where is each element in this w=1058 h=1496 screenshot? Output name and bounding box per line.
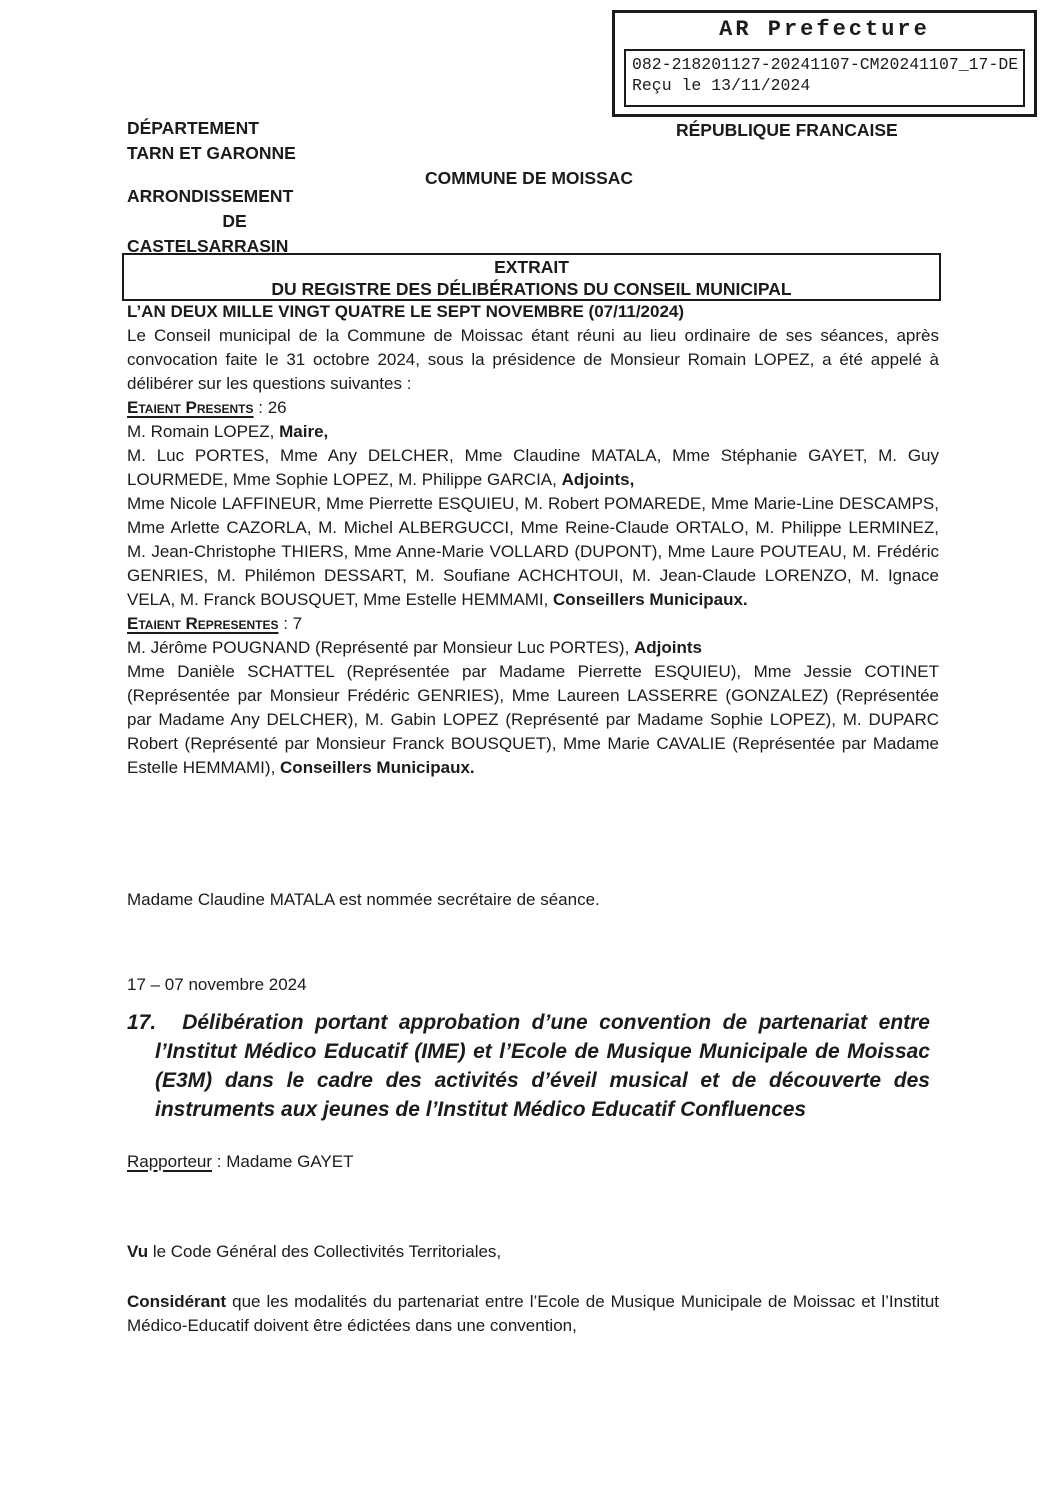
arrondissement-line2: DE [222, 211, 247, 231]
adjoints-paragraph [127, 444, 939, 492]
department-block [127, 116, 296, 166]
extract-subtitle: DU REGISTRE DES DÉLIBÉRATIONS DU CONSEIL MUNICIPAL [271, 279, 792, 299]
representes-label: Etaient Representes [127, 614, 279, 633]
rapporteur-label: Rapporteur [127, 1152, 213, 1171]
republique-title: RÉPUBLIQUE FRANCAISE [676, 120, 898, 140]
stamp-title: AR Prefecture [719, 17, 930, 42]
adjoints-names: M. Luc PORTES, Mme Any DELCHER, Mme Claudine MATALA, Mme Stéphanie GAYET, M. Guy LOURMEDE, Mme Sophie LOPEZ, M. Philippe GARCIA, [127, 446, 939, 489]
pougnand-names: M. Jérôme POUGNAND (Représenté par Monsieur Luc PORTES), [127, 638, 635, 657]
session-intro: Le Conseil municipal de la Commune de Moissac étant réuni au lieu ordinaire de ses séances, après convocation faite le 31 octobre 2024, sous la présidence de Monsieur Romain LOPEZ, a été appelé à délibérer sur les questions suivantes : [127, 326, 939, 393]
pougnand-role: Adjoints [634, 638, 703, 657]
stamp-reference: 082-218201127-20241107-CM20241107_17-DE [632, 55, 1019, 74]
session-date-line: L’AN DEUX MILLE VINGT QUATRE LE SEPT NOVEMBRE (07/11/2024) [127, 302, 685, 321]
maire-line [127, 420, 939, 444]
extract-title: EXTRAIT [494, 257, 569, 277]
considerant-lead: Considérant [127, 1292, 227, 1311]
arrondissement-line3: CASTELSARRASIN [127, 236, 289, 256]
considerant-paragraph [127, 1290, 939, 1338]
extract-box [122, 253, 941, 301]
deliberation-reference: 17 – 07 novembre 2024 [127, 975, 307, 994]
secretary-line: Madame Claudine MATALA est nommée secrétaire de séance. [127, 890, 600, 909]
deliberation-number: 17. [127, 1011, 157, 1034]
vu-paragraph [127, 1240, 939, 1264]
rapporteur-line [127, 1152, 353, 1172]
rapporteur-value: : Madame GAYET [212, 1152, 354, 1171]
representes-paragraph [127, 660, 939, 780]
considerant-text: que les modalités du partenariat entre l’Ecole de Musique Municipale de Moissac et l’Institut Médico-Educatif doivent être édictées dans une convention, [127, 1292, 939, 1335]
representes-role: Conseillers Municipaux. [280, 758, 475, 777]
presents-label: Etaient Presents [127, 398, 254, 417]
stamp-inner-box [624, 49, 1025, 107]
commune-title: COMMUNE DE MOISSAC [424, 168, 634, 188]
conseillers-role: Conseillers Municipaux. [553, 590, 748, 609]
session-body [127, 300, 939, 780]
maire-role: Maire, [279, 422, 329, 441]
conseillers-names: Mme Nicole LAFFINEUR, Mme Pierrette ESQUIEU, M. Robert POMAREDE, Mme Marie-Line DESCAMPS, Mme Arlette CAZORLA, M. Michel ALBERGUCCI, Mme Reine-Claude ORTALO, M. Philippe LERMINEZ, M. Jean-Christophe THIERS, Mme Anne-Marie VOLLARD (DUPONT), Mme Laure POUTEAU, M. Frédéric GENRIES, M. Philémon DESSART, M. Soufiane ACHCHTOUI, M. Jean-Claude LORENZO, M. Ignace VELA, M. Franck BOUSQUET, Mme Estelle HEMMAMI, [127, 494, 939, 609]
deliberation-title [127, 1008, 930, 1124]
arrondissement-block [127, 184, 342, 259]
adjoints-role: Adjoints, [561, 470, 635, 489]
vu-text: le Code Général des Collectivités Territoriales, [148, 1242, 502, 1261]
arrondissement-line1: ARRONDISSEMENT [127, 186, 294, 206]
department-line1: DÉPARTEMENT [127, 118, 259, 138]
ar-prefecture-stamp [612, 10, 1037, 117]
representes-count: : 7 [278, 614, 303, 633]
presents-header [127, 396, 939, 420]
vu-lead: Vu [127, 1242, 149, 1261]
pougnand-line [127, 636, 939, 660]
conseillers-paragraph [127, 492, 939, 612]
representes-names: Mme Danièle SCHATTEL (Représentée par Madame Pierrette ESQUIEU), Mme Jessie COTINET (Représentée par Monsieur Frédéric GENRIES), Mme Laureen LASSERRE (GONZALEZ) (Représentée par Madame Any DELCHER), M. Gabin LOPEZ (Représenté par Madame Sophie LOPEZ), M. DUPARC Robert (Représenté par Monsieur Franck BOUSQUET), Mme Marie CAVALIE (Représentée par Madame Estelle HEMMAMI), [127, 662, 939, 777]
department-line2: TARN ET GARONNE [127, 143, 296, 163]
maire-names: M. Romain LOPEZ, [127, 422, 280, 441]
presents-count: : 26 [253, 398, 287, 417]
stamp-received-date: Reçu le 13/11/2024 [632, 76, 811, 95]
deliberation-title-text: Délibération portant approbation d’une convention de partenariat entre l’Institut Médico Educatif (IME) et l’Ecole de Musique Municipale de Moissac (E3M) dans le cadre des activités d’éveil musical et de découverte des instruments aux jeunes de l’Institut Médico Educatif Confluences [155, 1011, 930, 1121]
representes-header [127, 612, 939, 636]
